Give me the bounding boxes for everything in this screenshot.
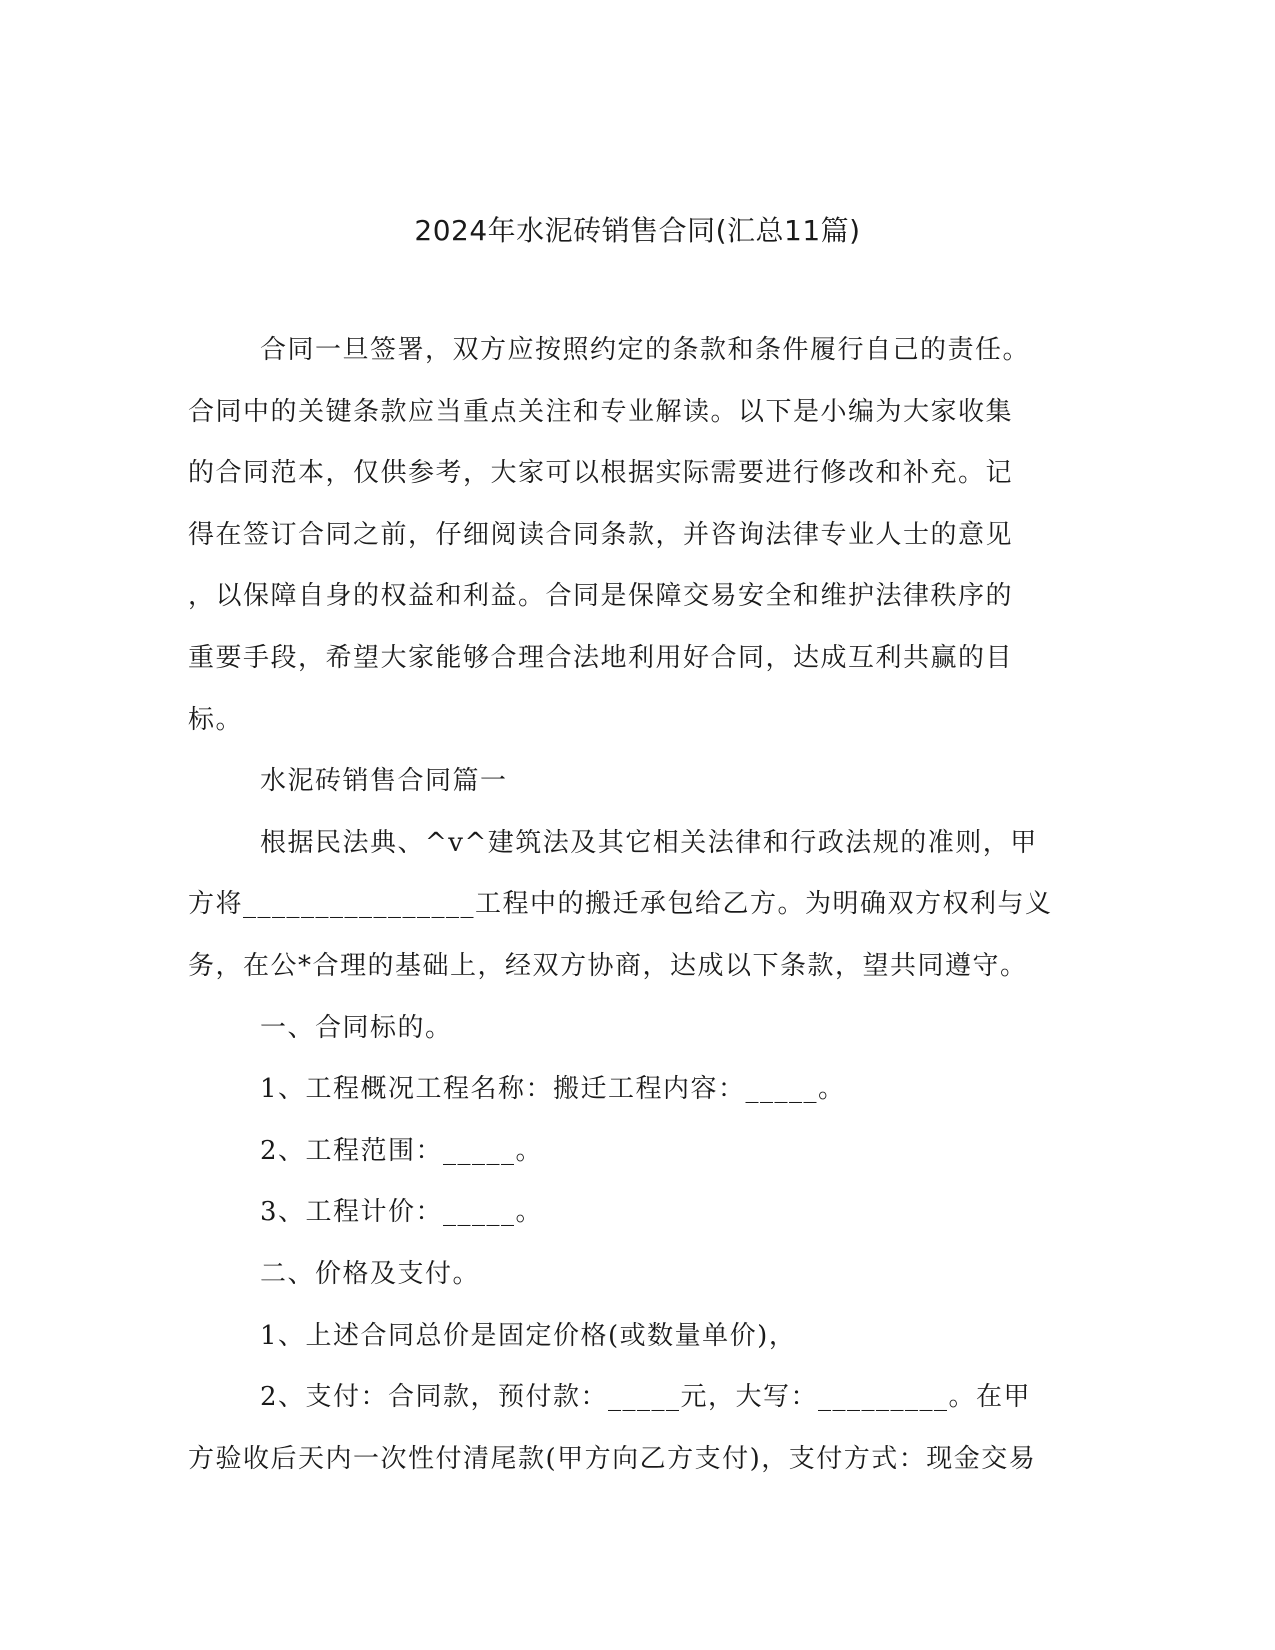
paragraph-line: 的合同范本，仅供参考，大家可以根据实际需要进行修改和补充。记 [188,458,1014,489]
section-heading: 水泥砖销售合同篇一 [260,766,508,797]
paragraph-line: 重要手段，希望大家能够合理合法地利用好合同，达成互利共赢的目 [188,642,1014,673]
clause-heading: 一、合同标的。 [260,1012,453,1043]
paragraph-line: 方将________________工程中的搬迁承包给乙方。为明确双方权利与义 [188,889,1053,920]
clause-item: 2、支付：合同款，预付款：_____元，大写：_________。在甲 [260,1382,1032,1413]
paragraph-line: 方验收后天内一次性付清尾款(甲方向乙方支付)，支付方式：现金交易 [188,1443,1037,1474]
document-title: 2024年水泥砖销售合同(汇总11篇) [414,214,861,247]
clause-item: 1、工程概况工程名称：搬迁工程内容：_____。 [260,1074,846,1105]
paragraph-line: 根据民法典、^v^建筑法及其它相关法律和行政法规的准则，甲 [260,827,1038,858]
paragraph-line: 合同一旦签署，双方应按照约定的条款和条件履行自己的责任。 [260,335,1031,365]
clause-item: 2、工程范围：_____。 [260,1135,544,1166]
clause-item: 3、工程计价：_____。 [260,1197,544,1228]
paragraph-line: 得在签订合同之前，仔细阅读合同条款，并咨询法律专业人士的意见 [188,519,1014,550]
paragraph-line: 务，在公*合理的基础上，经双方协商，达成以下条款，望共同遵守。 [188,950,1028,981]
paragraph-line: ，以保障自身的权益和利益。合同是保障交易安全和维护法律秩序的 [188,581,1014,612]
paragraph-line: 合同中的关键条款应当重点关注和专业解读。以下是小编为大家收集 [188,396,1014,427]
paragraph-line: 标。 [188,704,244,735]
clause-item: 1、上述合同总价是固定价格(或数量单价)， [260,1320,797,1351]
clause-heading: 二、价格及支付。 [260,1258,481,1289]
document-body [188,330,1068,1487]
